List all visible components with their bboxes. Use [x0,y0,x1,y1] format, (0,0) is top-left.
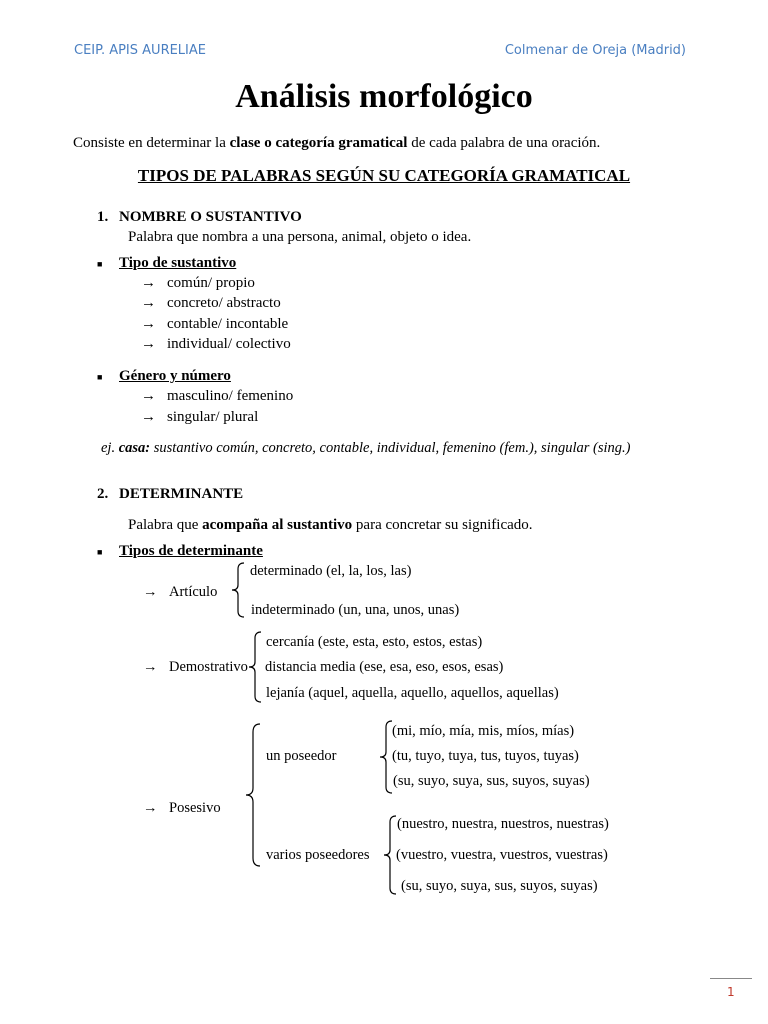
brace-icon [230,561,246,619]
list-item: → singular/ plural [141,409,259,425]
arrow-right-icon: → [141,316,156,332]
s2-number: 2. [97,486,109,502]
brace-icon [244,722,262,868]
posesivo-item: (nuestro, nuestra, nuestros, nuestras) [397,816,609,832]
s2-heading: DETERMINANTE [119,486,244,502]
un-poseedor-label: un poseedor [266,748,337,764]
s1-genero-heading: Género y número [119,368,231,384]
posesivo-item: (su, suyo, suya, sus, suyos, suyas) [393,773,590,789]
articulo-item: indeterminado (un, una, unos, unas) [251,602,460,618]
s2-definition: Palabra que acompaña al sustantivo para concretar su significado. [128,517,533,533]
header-location: Colmenar de Oreja (Madrid) [504,43,686,58]
bullet-icon: ■ [97,372,103,382]
s1-example: ej. casa: sustantivo común, concreto, contable, individual, femenino (fem.), singular (sing.) [101,440,631,456]
demostrativo-item: cercanía (este, esta, esto, estos, estas) [266,634,483,650]
list-item: → contable/ incontable [141,316,289,332]
articulo-label: → Artículo [143,584,218,600]
intro-pre: Consiste en determinar la [73,135,230,151]
demostrativo-item: distancia media (ese, esa, eso, esos, esas) [265,659,504,675]
header-school: CEIP. APIS AURELIAE [74,43,206,58]
arrow-right-icon: → [143,659,158,675]
intro-post: de cada palabra de una oración. [407,135,601,151]
articulo-item: determinado (el, la, los, las) [250,563,412,579]
page-number: 1 [727,985,735,999]
posesivo-item: (mi, mío, mía, mis, míos, mías) [392,723,575,739]
arrow-right-icon: → [141,388,156,404]
intro-paragraph [73,135,600,152]
s1-definition: Palabra que nombra a una persona, animal, objeto o idea. [128,229,472,245]
s1-tipo-heading: Tipo de sustantivo [119,255,237,271]
posesivo-label: → Posesivo [143,800,221,816]
s2-tipos-heading: Tipos de determinante [119,543,263,559]
posesivo-item: (su, suyo, suya, sus, suyos, suyas) [401,878,598,894]
list-item: → concreto/ abstracto [141,295,281,311]
list-item: → masculino/ femenino [141,388,294,404]
s1-heading: NOMBRE O SUSTANTIVO [119,209,302,225]
posesivo-item: (tu, tuyo, tuya, tus, tuyos, tuyas) [392,748,579,764]
demostrativo-item: lejanía (aquel, aquella, aquello, aquellos, aquellas) [266,685,559,701]
list-item: → individual/ colectivo [141,336,291,352]
arrow-right-icon: → [141,409,156,425]
bullet-icon: ■ [97,259,103,269]
bullet-icon: ■ [97,547,103,557]
footer-divider [710,978,752,979]
arrow-right-icon: → [141,295,156,311]
page-title: Análisis morfológico [235,78,533,115]
arrow-right-icon: → [141,275,156,291]
arrow-right-icon: → [141,336,156,352]
brace-icon [247,630,263,704]
demostrativo-label: → Demostrativo [143,659,248,675]
posesivo-item: (vuestro, vuestra, vuestros, vuestras) [396,847,608,863]
arrow-right-icon: → [143,584,158,600]
varios-poseedores-label: varios poseedores [266,847,370,863]
s1-number: 1. [97,209,109,225]
arrow-right-icon: → [143,800,158,816]
list-item: → común/ propio [141,275,255,291]
section-title: TIPOS DE PALABRAS SEGÚN SU CATEGORÍA GRAMATICAL [137,166,631,185]
intro-bold: clase o categoría gramatical [229,135,408,151]
